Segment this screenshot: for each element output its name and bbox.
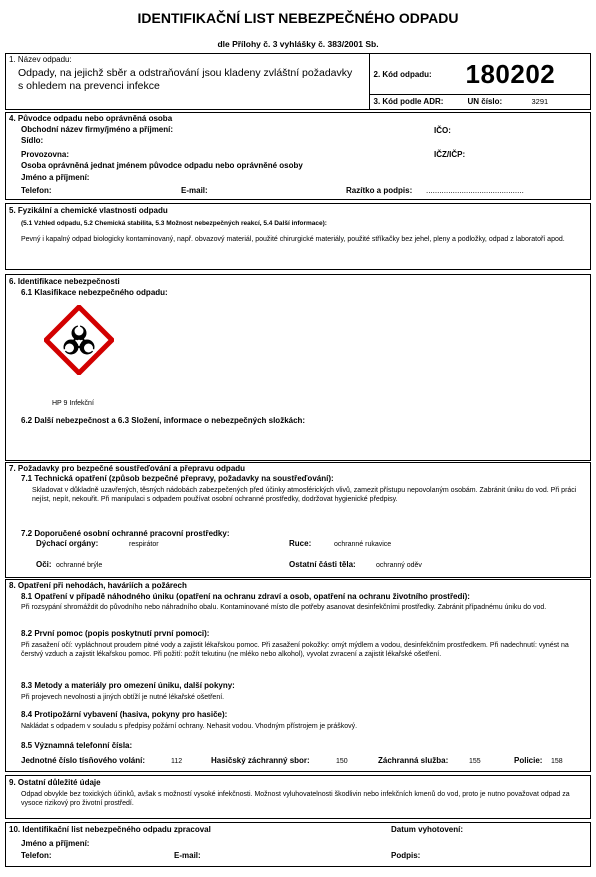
other-hazards-label: 6.2 Další nebezpečnost a 6.3 Složení, informace o nebezpečných složkách: bbox=[21, 416, 306, 425]
first-aid-label: 8.2 První pomoc (popis poskytnutí první pomoci): bbox=[21, 629, 210, 638]
section-4-producer bbox=[5, 112, 591, 200]
waste-name-label: 1. Název odpadu: bbox=[9, 55, 72, 64]
authorized-person-field: Osoba oprávněná jednat jménem původce odpadu nebo oprávněné osoby bbox=[21, 161, 303, 170]
person-name-field: Jméno a příjmení: bbox=[21, 173, 90, 182]
waste-code-label: 2. Kód odpadu: bbox=[373, 70, 432, 79]
section-5-properties bbox=[5, 203, 591, 270]
section-6-hazard bbox=[5, 274, 591, 461]
section-2-waste-code bbox=[369, 53, 591, 95]
un-number-value: 3291 bbox=[531, 97, 549, 106]
hazard-label: 6. Identifikace nebezpečnosti bbox=[9, 277, 120, 286]
phone-field: Telefon: bbox=[21, 186, 52, 195]
date-field: Datum vyhotovení: bbox=[391, 825, 464, 834]
properties-subtitle: (5.1 Vzhled odpadu, 5.2 Chemická stabilita, 5.3 Možnost nebezpečných reakcí, 5.4 Další informace): bbox=[21, 220, 327, 227]
ambulance-label: Záchranná služba: bbox=[378, 756, 449, 765]
emergency-number-label: Jednotné číslo tísňového volání: bbox=[21, 756, 146, 765]
signature-field: Podpis: bbox=[391, 851, 421, 860]
firefighting-label: 8.4 Protipožární vybavení (hasiva, pokyny pro hasiče): bbox=[21, 710, 228, 719]
section-10-prepared-by bbox=[5, 822, 591, 867]
containment-label: 8.3 Metody a materiály pro omezení úniku, další pokyny: bbox=[21, 681, 235, 690]
document-title: IDENTIFIKAČNÍ LIST NEBEZPEČNÉHO ODPADU bbox=[137, 10, 459, 26]
waste-name-value: Odpady, na jejichž sběr a odstraňování jsou kladeny zvláštní požadavky s ohledem na prevenci infekce bbox=[18, 67, 353, 92]
fire-service-value: 150 bbox=[336, 758, 348, 765]
other-info-text: Odpad obvykle bez toxických účinků, avšak s možností vysoké infekčnosti. Možnost vyluhovatelnosti škodlivin nebo infekčních kmenů do vod, proto je nutno považovat odpad za vysoce rizikový pro životní prostředí. bbox=[21, 791, 570, 807]
accidental-release-text: Při rozsypání shromáždit do původního nebo náhradního obalu. Kontaminované místo dle potřeby asanovat desinfekčními prostředky. Zabránit případnému úniku do vod. bbox=[21, 604, 547, 611]
premises-field: Provozovna: bbox=[21, 150, 70, 159]
preparer-name-field: Jméno a příjmení: bbox=[21, 839, 90, 848]
police-label: Policie: bbox=[514, 756, 543, 765]
classification-label: 6.1 Klasifikace nebezpečného odpadu: bbox=[21, 288, 168, 297]
section-9-other-info bbox=[5, 775, 591, 819]
emergency-number-value: 112 bbox=[171, 758, 183, 765]
producer-label: 4. Původce odpadu nebo oprávněná osoba bbox=[9, 114, 173, 123]
ppe-label: 7.2 Doporučené osobní ochranné pracovní prostředky: bbox=[21, 529, 230, 538]
document-subtitle: dle Přílohy č. 3 vyhlášky č. 383/2001 Sb. bbox=[217, 39, 379, 49]
ico-field: IČO: bbox=[434, 126, 451, 135]
phone-numbers-label: 8.5 Významná telefonní čísla: bbox=[21, 741, 133, 750]
accidental-release-label: 8.1 Opatření v případě náhodného úniku (opatření na ochranu zdraví a osob, opatření na ochranu životního prostředí): bbox=[21, 592, 470, 601]
other-info-label: 9. Ostatní důležité údaje bbox=[9, 778, 101, 787]
un-number-label: UN číslo: bbox=[467, 96, 503, 106]
eyes-value: ochranné brýle bbox=[56, 562, 103, 569]
containment-text: Při projevech nevolnosti a jiných obtíží je nutné lékařské ošetření. bbox=[21, 694, 225, 701]
police-value: 158 bbox=[551, 758, 563, 765]
hands-value: ochranné rukavice bbox=[334, 541, 392, 548]
stamp-signature-field: Razítko a podpis: bbox=[346, 186, 413, 195]
ambulance-value: 155 bbox=[469, 758, 481, 765]
handling-label: 7. Požadavky pro bezpečné soustřeďování a přepravu odpadu bbox=[9, 464, 246, 473]
waste-code-value: 180202 bbox=[465, 59, 556, 89]
accidents-label: 8. Opatření při nehodách, haváriích a požárech bbox=[9, 581, 187, 590]
prepared-by-label: 10. Identifikační list nebezpečného odpadu zpracoval bbox=[9, 825, 211, 834]
section-1-waste-name bbox=[5, 53, 370, 110]
email-field: E-mail: bbox=[181, 186, 208, 195]
preparer-phone-field: Telefon: bbox=[21, 851, 52, 860]
biohazard-icon bbox=[44, 305, 114, 375]
section-3-adr-code bbox=[369, 94, 591, 111]
first-aid-text: Při zasažení očí: vypláchnout proudem pitné vody a zajistit lékařskou pomoc. Při zasažení pokožky: omýt mýdlem a vodou, desinfekčním prostředkem. Při nadechnutí: vynést na čerstvý vzduch a zajistit lékařskou pomoc. Při požití: požít tekutinu (ne mléko nebo alkohol), vyvolat zvracení a zajistit lékařské ošetření. bbox=[21, 642, 569, 658]
hands-label: Ruce: bbox=[289, 539, 312, 548]
eyes-label: Oči: bbox=[36, 560, 52, 569]
technical-measures-text: Skladovat v důkladně uzavřených, těsných nádobách zabezpečených před účinky atmosférických vlivů, zamezit přístupu nepovolaným osobám. Zabránit úniku do vod. Při práci nejíst, nepít, nekouřit. Při manipulaci s odpadem používat osobní ochranné prostředky, dodržovat hygienické předpisy. bbox=[32, 487, 577, 503]
preparer-email-field: E-mail: bbox=[174, 851, 201, 860]
section-7-handling bbox=[5, 462, 591, 578]
properties-text: Pevný i kapalný odpad biologicky kontaminovaný, např. obvazový materiál, použité chirurgické materiály, použité stříkačky bez jehel, pleny a podložky, odpad z laboratoří apod. bbox=[21, 236, 565, 243]
adr-code-label: 3. Kód podle ADR: bbox=[373, 96, 444, 106]
section-8-accidents bbox=[5, 579, 591, 772]
hazard-property-label: HP 9 Infekční bbox=[52, 400, 94, 407]
body-value: ochranný oděv bbox=[376, 562, 422, 569]
properties-label: 5. Fyzikální a chemické vlastnosti odpadu bbox=[9, 206, 168, 215]
fire-service-label: Hasičský záchranný sbor: bbox=[211, 756, 310, 765]
technical-measures-label: 7.1 Technická opatření (způsob bezpečné přepravy, požadavky na soustřeďování): bbox=[21, 474, 334, 483]
firefighting-text: Nakládat s odpadem v souladu s předpisy požární ochrany. Nehasit vodou. Vhodným přístrojem je práškový. bbox=[21, 723, 358, 730]
seat-field: Sídlo: bbox=[21, 136, 44, 145]
respiratory-label: Dýchací orgány: bbox=[36, 539, 99, 548]
respiratory-value: respirátor bbox=[129, 541, 159, 548]
icz-field: IČZ/IČP: bbox=[434, 150, 466, 159]
body-label: Ostatní části těla: bbox=[289, 560, 356, 569]
stamp-signature-dots: ............................................ bbox=[426, 186, 524, 195]
company-name-field: Obchodní název firmy/jméno a příjmení: bbox=[21, 125, 174, 134]
